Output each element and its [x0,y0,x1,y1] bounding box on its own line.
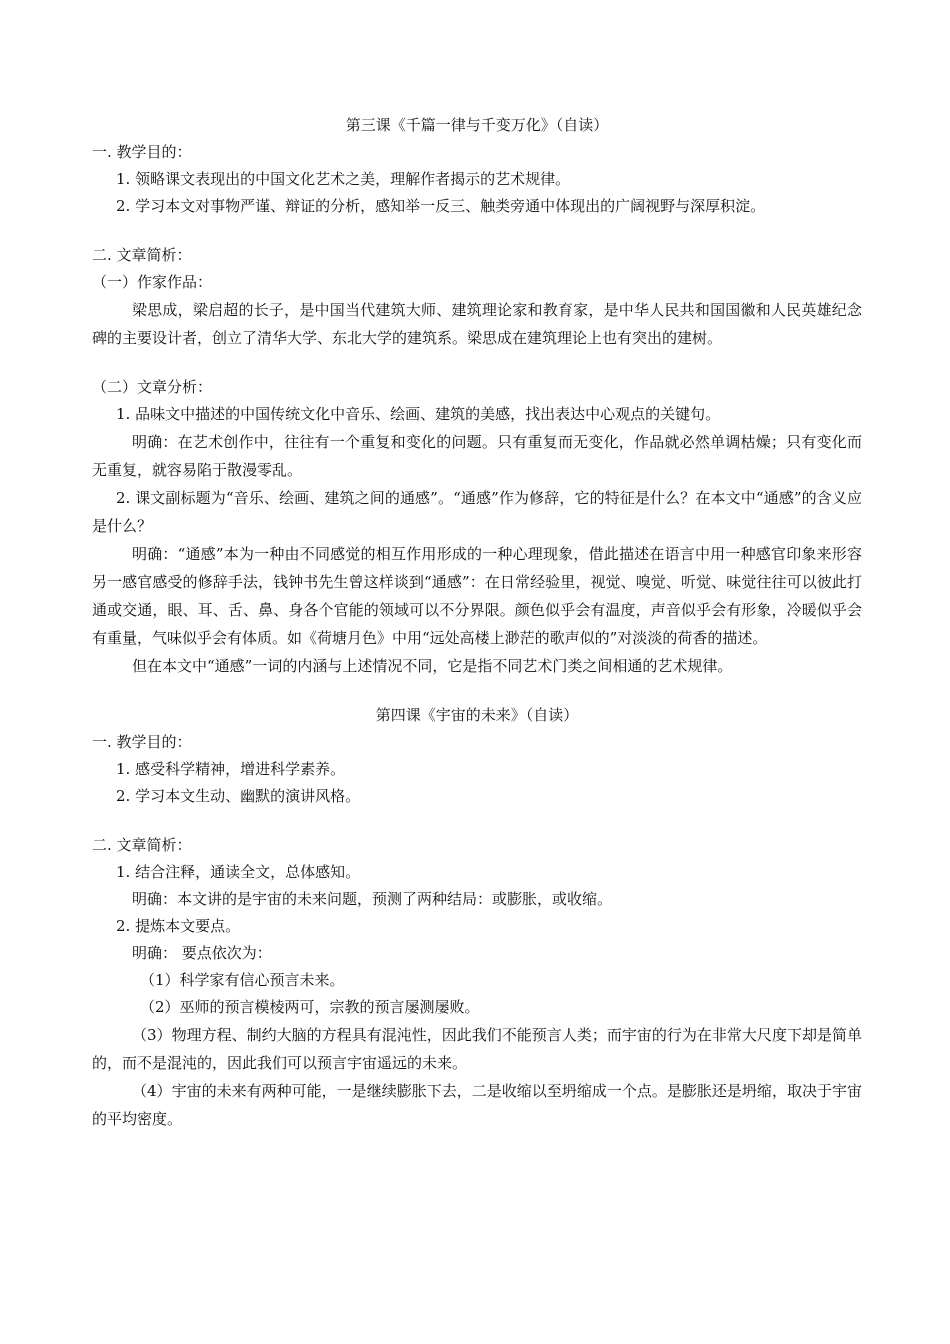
lesson4-point-1: （1）科学家有信心预言未来。 [140,971,345,989]
lesson4-point-3: （3）物理方程、制约大脑的方程具有混沌性，因此我们不能预言人类；而宇宙的行为在非常大尺度下却是简单的，而不是混沌的，因此我们可以预言宇宙遥远的未来。 [92,1026,862,1072]
lesson4-point-2: （2）巫师的预言模棱两可，宗教的预言屡测屡败。 [140,998,480,1016]
lesson3-question-2: 2. 课文副标题为“音乐、绘画、建筑之间的通感”。“通感”作为修辞，它的特征是什么？在本文中“通感”的含义应是什么？ [92,489,862,535]
lesson3-goals-heading: 一. 教学目的： [92,143,192,161]
lesson3-title: 第三课《千篇一律与千变万化》（自读） [345,116,609,134]
lesson3-answer-1: 明确：在艺术创作中，往往有一个重复和变化的问题。只有重复而无变化，作品就必然单调枯燥；只有变化而无重复，就容易陷于散漫零乱。 [92,433,862,479]
lesson3-author-text: 梁思成，梁启超的长子，是中国当代建筑大师、建筑理论家和教育家，是中华人民共和国国徽和人民英雄纪念碑的主要设计者，创立了清华大学、东北大学的建筑系。梁思成在建筑理论上也有突出的建树。 [92,301,862,347]
lesson3-author-heading: （一）作家作品： [92,273,213,291]
lesson4-goal-1: 1. 感受科学精神，增进科学素养。 [116,760,346,778]
lesson3-analysis-heading: 二. 文章简析： [92,246,192,264]
lesson4-answer-1: 明确：本文讲的是宇宙的未来问题，预测了两种结局：或膨胀，或收缩。 [132,890,613,908]
lesson4-goals-heading: 一. 教学目的： [92,733,192,751]
lesson4-answer-2-intro: 明确： 要点依次为： [132,944,272,962]
document-page [92,112,862,1133]
lesson4-question-2: 2. 提炼本文要点。 [116,917,241,935]
lesson4-title: 第四课《宇宙的未来》（自读） [375,706,579,724]
lesson3-question-1: 1. 品味文中描述的中国传统文化中音乐、绘画、建筑的美感，找出表达中心观点的关键句。 [116,405,721,423]
lesson3-answer-2-extra: 但在本文中“通感”一词的内涵与上述情况不同，它是指不同艺术门类之间相通的艺术规律。 [132,657,733,675]
lesson4-point-4: （4）宇宙的未来有两种可能，一是继续膨胀下去，二是收缩以至坍缩成一个点。是膨胀还是坍缩，取决于宇宙的平均密度。 [92,1082,862,1128]
lesson3-answer-2: 明确：“通感”本为一种由不同感觉的相互作用形成的一种心理现象，借此描述在语言中用一种感官印象来形容另一感官感受的修辞手法，钱钟书先生曾这样谈到“通感”：在日常经验里，视觉、嗅觉、听觉、味觉往往可以彼此打通或交通，眼、耳、舌、鼻、身各个官能的领域可以不分界限。颜色似乎会有温度，声音似乎会有形象，冷暖似乎会有重量，气味似乎会有体质。如《荷塘月色》中用“远处高楼上渺茫的歌声似的”对淡淡的荷香的描述。 [92,545,862,647]
lesson3-article-heading: （二）文章分析： [92,378,213,396]
lesson3-goal-1: 1. 领略课文表现出的中国文化艺术之美，理解作者揭示的艺术规律。 [116,170,571,188]
lesson4-analysis-heading: 二. 文章简析： [92,836,192,854]
lesson4-question-1: 1. 结合注释，通读全文，总体感知。 [116,863,361,881]
lesson4-goal-2: 2. 学习本文生动、幽默的演讲风格。 [116,787,361,805]
lesson3-goal-2: 2. 学习本文对事物严谨、辩证的分析，感知举一反三、触类旁通中体现出的广阔视野与深厚积淀。 [116,197,766,215]
